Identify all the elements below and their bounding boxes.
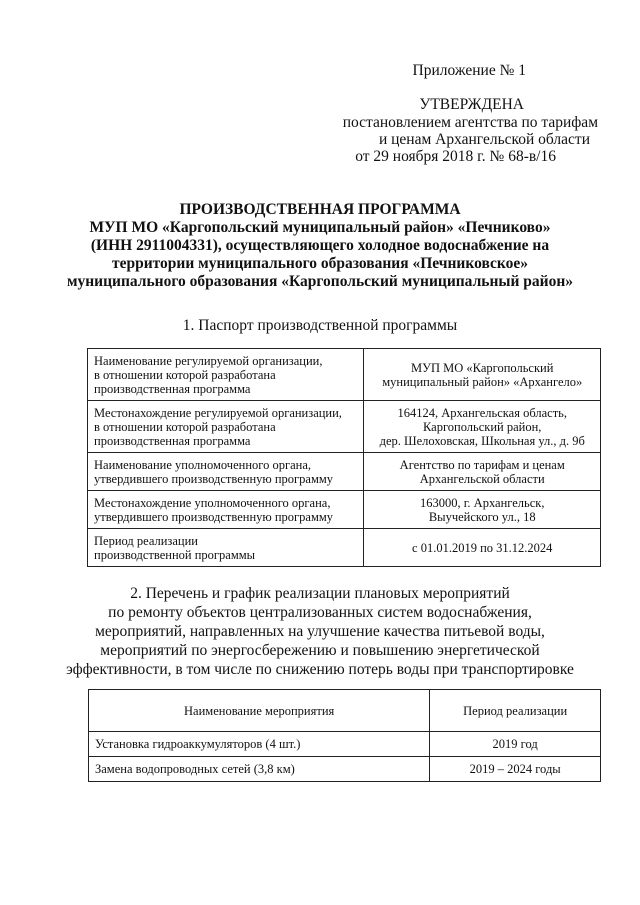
section2-heading-line: мероприятий, направленных на улучшение качества питьевой воды,	[95, 623, 545, 640]
activity-name-cell: Замена водопроводных сетей (3,8 км)	[89, 757, 430, 782]
activities-table	[88, 689, 601, 782]
cell-text: Выучейского ул., 18	[428, 509, 536, 524]
title-line-4: территории муниципального образования «Печниковское»	[111, 255, 529, 272]
table-header-row	[89, 690, 601, 732]
cell-text: муниципальный район» «Архангело»	[382, 374, 583, 389]
table-row	[88, 453, 601, 491]
table-row	[88, 529, 601, 567]
cell-text: производственная программа	[94, 433, 251, 448]
passport-value-cell	[364, 529, 601, 567]
passport-value-cell	[364, 401, 601, 453]
header-cell-name: Наименование мероприятия	[89, 690, 430, 732]
cell-text: в отношении которой разработана	[94, 419, 276, 434]
cell-text: Местонахождение уполномоченного органа,	[94, 495, 331, 510]
title-line-2: МУП МО «Каргопольский муниципальный район» «Печниково»	[89, 219, 551, 236]
cell-text: 163000, г. Архангельск,	[419, 495, 545, 510]
section2-heading-line: мероприятий по энергосбережению и повышению энергетической	[100, 642, 540, 659]
section2-heading-line: 2. Перечень и график реализации плановых мероприятий	[130, 585, 510, 602]
approved-line-1: постановлением агентства по тарифам	[342, 114, 598, 131]
cell-text: производственной программы	[94, 547, 256, 562]
table-row	[88, 401, 601, 453]
cell-text: Местонахождение регулируемой организации,	[94, 405, 342, 420]
cell-text: дер. Шелоховская, Школьная ул., д. 9б	[379, 433, 585, 448]
cell-text: МУП МО «Каргопольский	[411, 360, 554, 375]
section1-heading: 1. Паспорт производственной программы	[182, 317, 458, 334]
cell-text: утвердившего производственную программу	[94, 509, 334, 524]
approved-title: УТВЕРЖДЕНА	[419, 96, 524, 113]
cell-text: 164124, Архангельская область,	[397, 405, 568, 420]
appendix-label: Приложение № 1	[412, 62, 526, 79]
passport-label-cell	[88, 491, 364, 529]
document-title	[0, 201, 640, 291]
cell-text: с 01.01.2019 по 31.12.2024	[412, 540, 553, 555]
passport-value-cell	[364, 491, 601, 529]
table-row	[89, 757, 601, 782]
passport-label-cell	[88, 401, 364, 453]
section2-heading-line: по ремонту объектов централизованных систем водоснабжения,	[108, 604, 532, 621]
table-row	[88, 349, 601, 401]
section2-heading-line: эффективности, в том числе по снижению потерь воды при транспортировке	[66, 661, 574, 678]
cell-text: в отношении которой разработана	[94, 367, 276, 382]
activity-period-cell: 2019 год	[430, 732, 601, 757]
cell-text: Наименование уполномоченного органа,	[94, 457, 311, 472]
passport-value-cell	[364, 453, 601, 491]
table-row	[88, 491, 601, 529]
cell-text: утвердившего производственную программу	[94, 471, 334, 486]
cell-text: Агентство по тарифам и ценам	[399, 457, 565, 472]
section2-heading	[0, 584, 640, 679]
cell-text: Архангельской области	[419, 471, 545, 486]
cell-text: Наименование регулируемой организации,	[94, 353, 323, 368]
passport-label-cell	[88, 453, 364, 491]
passport-table	[87, 348, 601, 567]
passport-label-cell	[88, 529, 364, 567]
table-row	[89, 732, 601, 757]
passport-label-cell	[88, 349, 364, 401]
approved-line-2: и ценам Архангельской области	[378, 131, 590, 148]
cell-text: Период реализации	[94, 533, 198, 548]
cell-text: производственная программа	[94, 381, 251, 396]
title-line-5: муниципального образования «Каргопольский муниципальный район»	[66, 273, 574, 290]
approved-line-3: от 29 ноября 2018 г. № 68-в/16	[355, 148, 556, 165]
passport-value-cell	[364, 349, 601, 401]
title-line-3: (ИНН 2911004331), осуществляющего холодное водоснабжение на	[90, 237, 550, 254]
cell-text: Каргопольский район,	[423, 419, 542, 434]
header-cell-period: Период реализации	[430, 690, 601, 732]
activity-name-cell: Установка гидроаккумуляторов (4 шт.)	[89, 732, 430, 757]
activity-period-cell: 2019 – 2024 годы	[430, 757, 601, 782]
title-line-1: ПРОИЗВОДСТВЕННАЯ ПРОГРАММА	[179, 201, 461, 218]
